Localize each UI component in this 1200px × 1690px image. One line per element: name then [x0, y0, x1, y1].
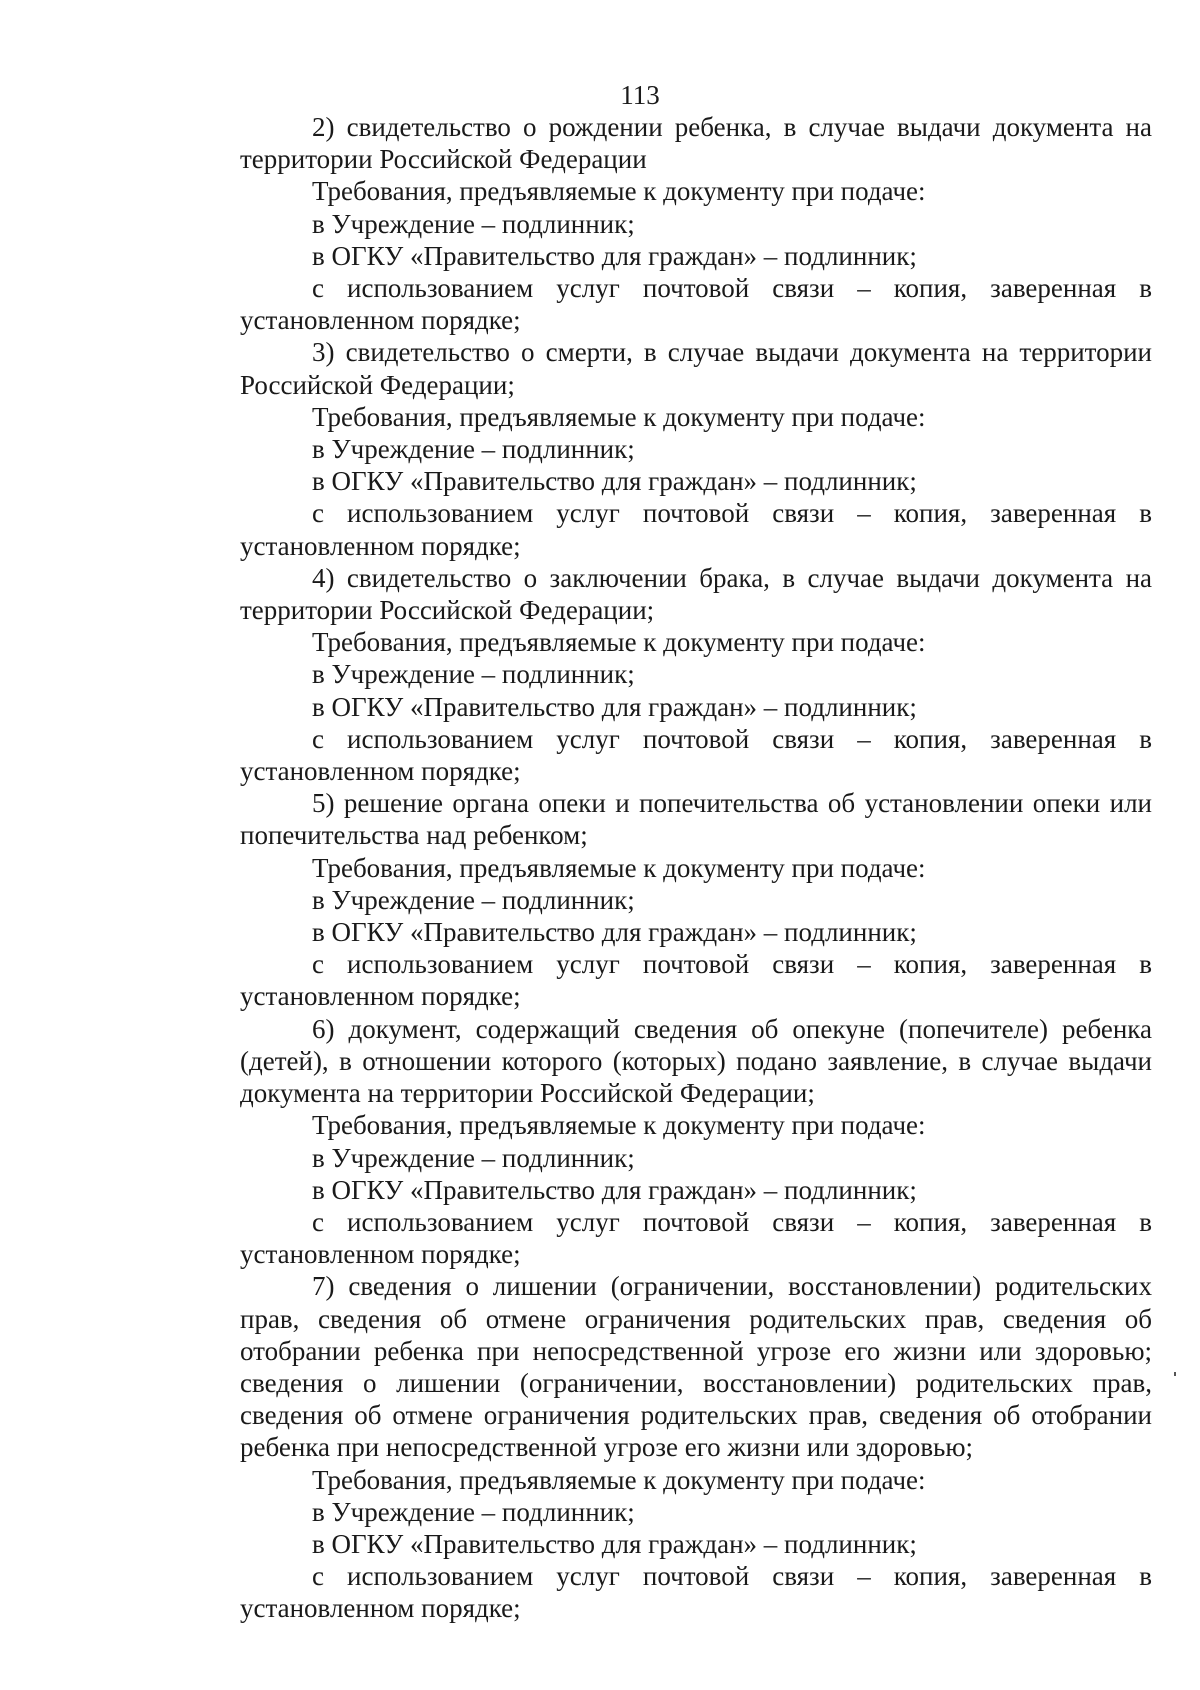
requirements-heading: Требования, предъявляемые к документу при подаче: — [312, 852, 926, 883]
requirement-ogku: в ОГКУ «Правительство для граждан» – подлинник; — [312, 1174, 917, 1205]
requirement-institution: в Учреждение – подлинник; — [312, 208, 635, 239]
requirement-institution: в Учреждение – подлинник; — [312, 1496, 635, 1527]
paragraph-item-7: 7) сведения о лишении (ограничении, восстановлении) родительских прав, сведения об отмене ограничения родительских прав, сведения об отобрании ребенка при непосредственной угрозе его жизни или здоровью; сведения о лишении (ограничении, восстановлении) родительских прав, сведения об отмене ограничения родительских прав, сведения об отобрании ребенка при непосредственной угрозе его жизни или здоровью; — [240, 1271, 1152, 1463]
page-number: 113 — [620, 80, 660, 110]
requirement-postal: с использованием услуг почтовой связи – копия, заверенная в установленном порядке; — [240, 498, 1152, 561]
requirements-heading: Требования, предъявляемые к документу при подаче: — [312, 627, 926, 658]
paragraph-item-2: 2) свидетельство о рождении ребенка, в случае выдачи документа на территории Российской Федерации — [240, 112, 1152, 175]
requirement-ogku: в ОГКУ «Правительство для граждан» – подлинник; — [312, 466, 917, 497]
requirement-institution: в Учреждение – подлинник; — [312, 434, 635, 465]
requirement-institution: в Учреждение – подлинник; — [312, 1142, 635, 1173]
requirements-heading: Требования, предъявляемые к документу при подаче: — [312, 1110, 926, 1141]
requirement-postal: с использованием услуг почтовой связи – копия, заверенная в установленном порядке; — [240, 1561, 1152, 1624]
requirement-postal: с использованием услуг почтовой связи – копия, заверенная в установленном порядке; — [240, 1206, 1152, 1270]
margin-mark — [1174, 1372, 1176, 1376]
requirement-postal: с использованием услуг почтовой связи – копия, заверенная в установленном порядке; — [240, 273, 1152, 336]
requirement-postal: с использованием услуг почтовой связи – копия, заверенная в установленном порядке; — [240, 723, 1152, 787]
requirement-ogku: в ОГКУ «Правительство для граждан» – подлинник; — [312, 691, 917, 722]
requirement-ogku: в ОГКУ «Правительство для граждан» – подлинник; — [312, 240, 917, 271]
paragraph-item-4: 4) свидетельство о заключении брака, в случае выдачи документа на территории Российской Федерации; — [240, 562, 1152, 626]
requirement-institution: в Учреждение – подлинник; — [312, 884, 635, 915]
paragraph-item-3: 3) свидетельство о смерти, в случае выдачи документа на территории Российской Федерации; — [240, 337, 1152, 400]
requirement-postal: с использованием услуг почтовой связи – копия, заверенная в установленном порядке; — [240, 949, 1152, 1012]
requirement-ogku: в ОГКУ «Правительство для граждан» – подлинник; — [312, 1528, 917, 1559]
document-body — [240, 111, 1152, 1625]
requirements-heading: Требования, предъявляемые к документу при подаче: — [312, 1464, 926, 1495]
paragraph-item-6: 6) документ, содержащий сведения об опекуне (попечителе) ребенка (детей), в отношении которого (которых) подано заявление, в случае выдачи документа на территории Российской Федерации; — [240, 1013, 1152, 1109]
requirements-heading: Требования, предъявляемые к документу при подаче: — [312, 176, 926, 207]
paragraph-item-5: 5) решение органа опеки и попечительства об установлении опеки или попечительства над ребенком; — [240, 788, 1152, 851]
requirement-institution: в Учреждение – подлинник; — [312, 659, 635, 690]
requirements-heading: Требования, предъявляемые к документу при подаче: — [312, 401, 926, 432]
requirement-ogku: в ОГКУ «Правительство для граждан» – подлинник; — [312, 917, 917, 948]
